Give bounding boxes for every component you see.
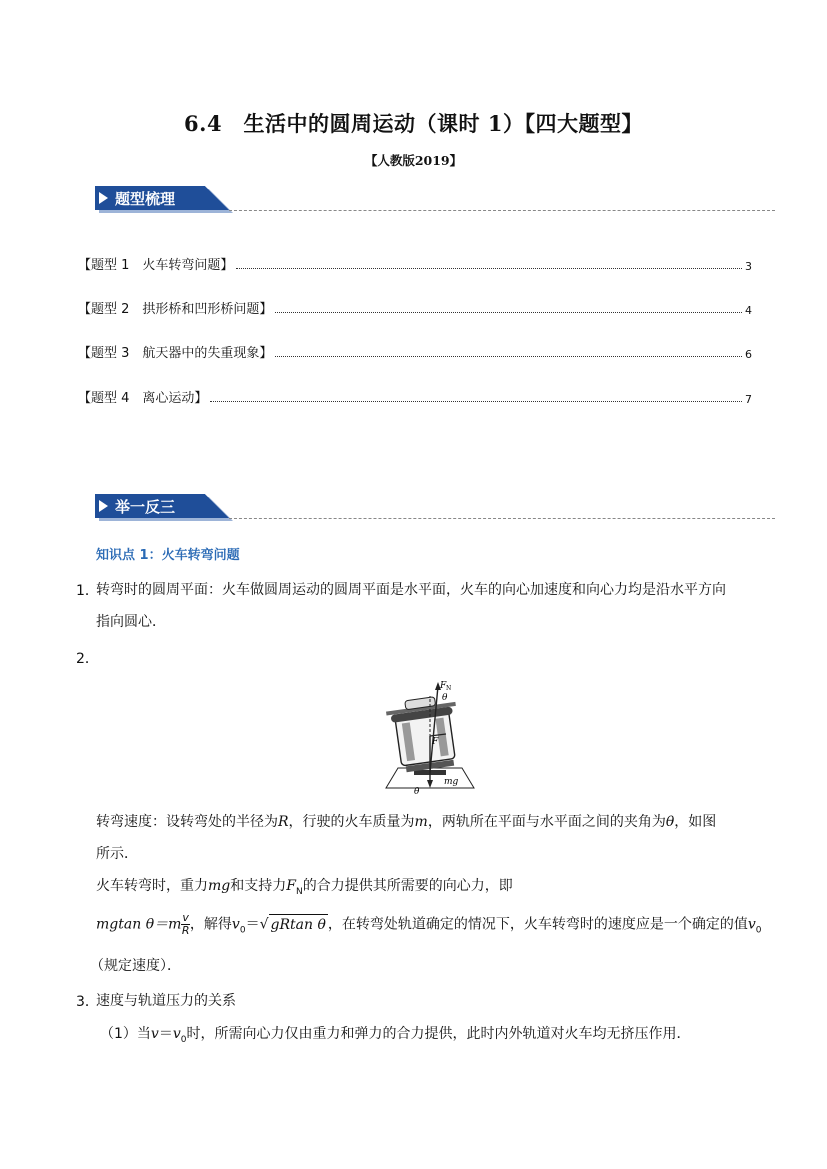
toc-item[interactable] [78, 255, 752, 273]
paragraph: 所示． [96, 846, 138, 862]
section-banner-label: 举一反三 [115, 498, 176, 516]
divider [229, 518, 775, 519]
toc-page-number: 3 [745, 260, 752, 273]
paragraph: 转弯速度：设转弯处的半径为R，行驶的火车质量为m，两轨所在平面与水平面之间的夹角为θ，如图 [96, 814, 717, 830]
play-arrow-icon [99, 192, 108, 204]
divider [229, 210, 775, 211]
edition-label: 【人教版2019】 [364, 153, 463, 168]
toc-item-label: 【题型 1 火车转弯问题】 [78, 258, 234, 273]
toc-item[interactable] [78, 388, 752, 406]
label-mg: mg [444, 777, 459, 787]
item-number: 3． [76, 994, 99, 1010]
paragraph: （1）当$v=v_0$时，所需向心力仅由重力和弹力的合力提供，此时内外轨道对火车均无挤压作用． [100, 1026, 691, 1045]
toc-item-label: 【题型 2 拱形桥和凹形桥问题】 [78, 302, 273, 317]
paragraph: 火车转弯时，重力mg和支持力$F_N$的合力提供其所需要的向心力，即 [96, 878, 513, 897]
sqrt-expression: gRtan θ [269, 914, 328, 935]
document-title: 6.4 生活中的圆周运动（课时 1）【四大题型】 [184, 111, 643, 136]
paragraph: （规定速度）． [90, 958, 181, 974]
equation-line: mgtan θ＝m $\frac{v}{R}$ ，解得$v_0=√$ gRtan θ ，在转弯处轨道确定的情况下，火车转弯时的速度应是一个确定的值$v_0$ [96, 911, 762, 937]
train-turning-diagram [378, 676, 482, 794]
section-banner-overview [95, 186, 775, 212]
toc-item-label: 【题型 3 航天器中的失重现象】 [78, 346, 273, 361]
toc-leader [275, 312, 742, 313]
section-banner-label: 题型梳理 [115, 190, 176, 208]
toc-item[interactable] [78, 343, 752, 361]
paragraph: 指向圆心． [96, 614, 166, 630]
toc-page-number: 4 [745, 304, 752, 317]
paragraph: 转弯时的圆周平面：火车做圆周运动的圆周平面是水平面，火车的向心加速度和向心力均是沿水平方向 [96, 582, 726, 598]
label-f: F [432, 737, 439, 747]
toc-page-number: 7 [745, 393, 752, 406]
label-theta-bottom: θ [414, 787, 420, 794]
toc-leader [236, 268, 742, 269]
fraction: $\frac{v}{R}$ [181, 911, 190, 937]
play-arrow-icon [99, 500, 108, 512]
toc-item-label: 【题型 4 离心运动】 [78, 391, 208, 406]
label-fn: F [440, 681, 447, 691]
label-fn-sub: N [446, 685, 452, 692]
item-number: 2． [76, 651, 99, 667]
toc-leader [275, 356, 742, 357]
toc-page-number: 6 [745, 348, 752, 361]
knowledge-point-heading: 知识点 1：火车转弯问题 [96, 548, 240, 563]
toc-item[interactable] [78, 299, 752, 317]
section-banner-examples [95, 494, 775, 520]
toc-leader [210, 401, 742, 402]
item-number: 1． [76, 583, 99, 599]
label-theta-top: θ [442, 693, 448, 703]
paragraph: 速度与轨道压力的关系 [96, 993, 236, 1009]
